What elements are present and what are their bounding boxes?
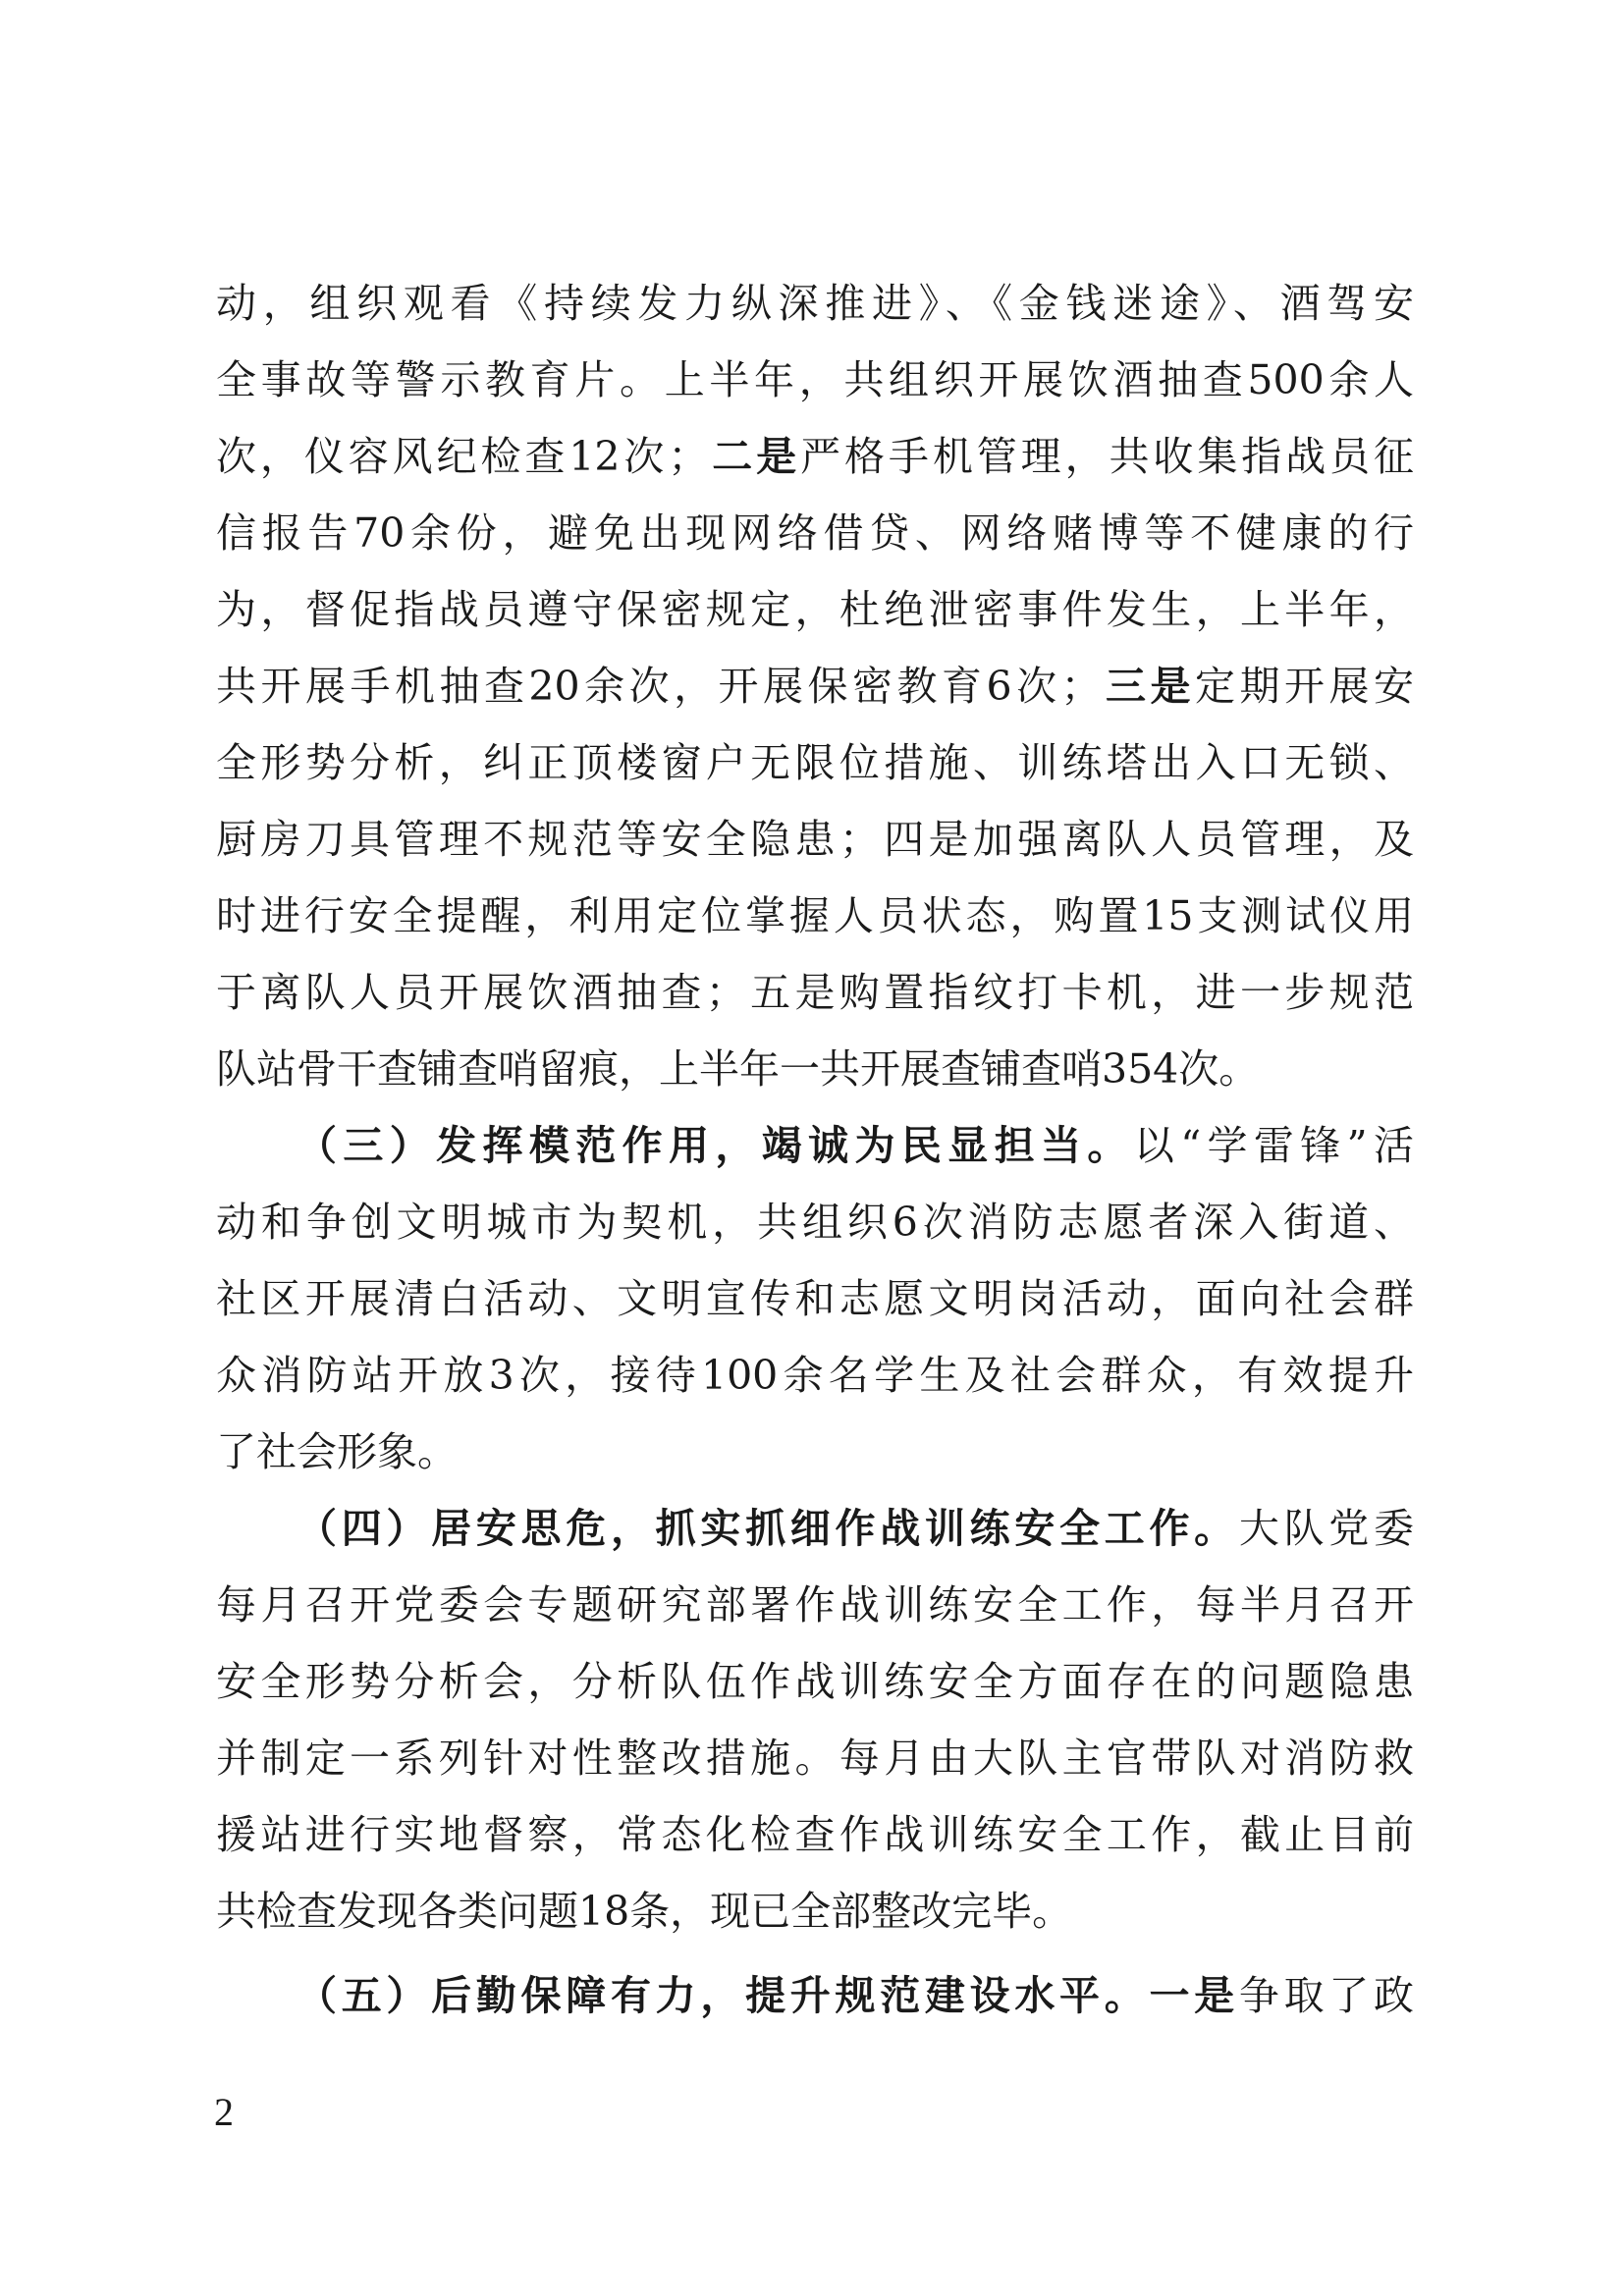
text-segment: 大队党委 — [1238, 1505, 1414, 1552]
emphasis-marker: 一是 — [1149, 1972, 1239, 2019]
emphasis-marker: 二是 — [708, 433, 801, 480]
section-heading: （三）发挥模范作用，竭诚为民显担当。 — [297, 1122, 1134, 1169]
text-line: 厨房刀具管理不规范等安全隐患；四是加强离队人员管理，及 — [216, 816, 1414, 863]
section-heading: （四）居安思危，抓实抓细作战训练安全工作。 — [297, 1505, 1239, 1552]
text-line: 全形势分析，纠正顶楼窗户无限位措施、训练塔出入口无锁、 — [216, 739, 1414, 786]
text-line: 队站骨干查铺查哨留痕，上半年一共开展查铺查哨354次。 — [216, 1045, 1260, 1093]
text-line: 为，督促指战员遵守保密规定，杜绝泄密事件发生，上半年， — [216, 586, 1414, 633]
text-line: 全事故等警示教育片。上半年，共组织开展饮酒抽查500余人 — [216, 356, 1414, 403]
text-segment: 争取了政 — [1238, 1972, 1415, 2019]
text-line: 并制定一系列针对性整改措施。每月由大队主官带队对消防救 — [216, 1735, 1414, 1782]
text-segment: 以“学雷锋”活 — [1133, 1122, 1415, 1169]
emphasis-marker: 三是 — [1101, 663, 1196, 710]
text-line: 于离队人员开展饮酒抽查；五是购置指纹打卡机，进一步规范 — [216, 969, 1414, 1016]
text-line: 社区开展清白活动、文明宣传和志愿文明岗活动，面向社会群 — [216, 1275, 1414, 1322]
text-line: 时进行安全提醒，利用定位掌握人员状态，购置15支测试仪用 — [216, 892, 1414, 939]
text-segment: 次，仪容风纪检查12次； — [216, 433, 709, 480]
text-line: 信报告70余份，避免出现网络借贷、网络赌博等不健康的行 — [216, 509, 1414, 557]
text-line: 了社会形象。 — [216, 1428, 458, 1475]
text-segment: 严格手机管理，共收集指战员征 — [800, 433, 1415, 480]
text-line: 动，组织观看《持续发力纵深推进》、《金钱迷途》、酒驾安 — [216, 280, 1414, 327]
text-segment: 共开展手机抽查20余次，开展保密教育6次； — [216, 663, 1102, 710]
text-line: 众消防站开放3次，接待100余名学生及社会群众，有效提升 — [216, 1352, 1414, 1399]
text-line: 每月召开党委会专题研究部署作战训练安全工作，每半月召开 — [216, 1581, 1414, 1629]
text-line: 动和争创文明城市为契机，共组织6次消防志愿者深入街道、 — [216, 1199, 1414, 1246]
section-heading: （五）后勤保障有力，提升规范建设水平。 — [297, 1972, 1150, 2019]
page-number: 2 — [214, 2090, 234, 2134]
text-line: 共检查发现各类问题18条，现已全部整改完毕。 — [216, 1888, 1073, 1935]
text-segment: 定期开展安 — [1195, 663, 1415, 710]
text-line: 安全形势分析会，分析队伍作战训练安全方面存在的问题隐患 — [216, 1658, 1414, 1705]
text-line: 援站进行实地督察，常态化检查作战训练安全工作，截止目前 — [216, 1811, 1414, 1858]
